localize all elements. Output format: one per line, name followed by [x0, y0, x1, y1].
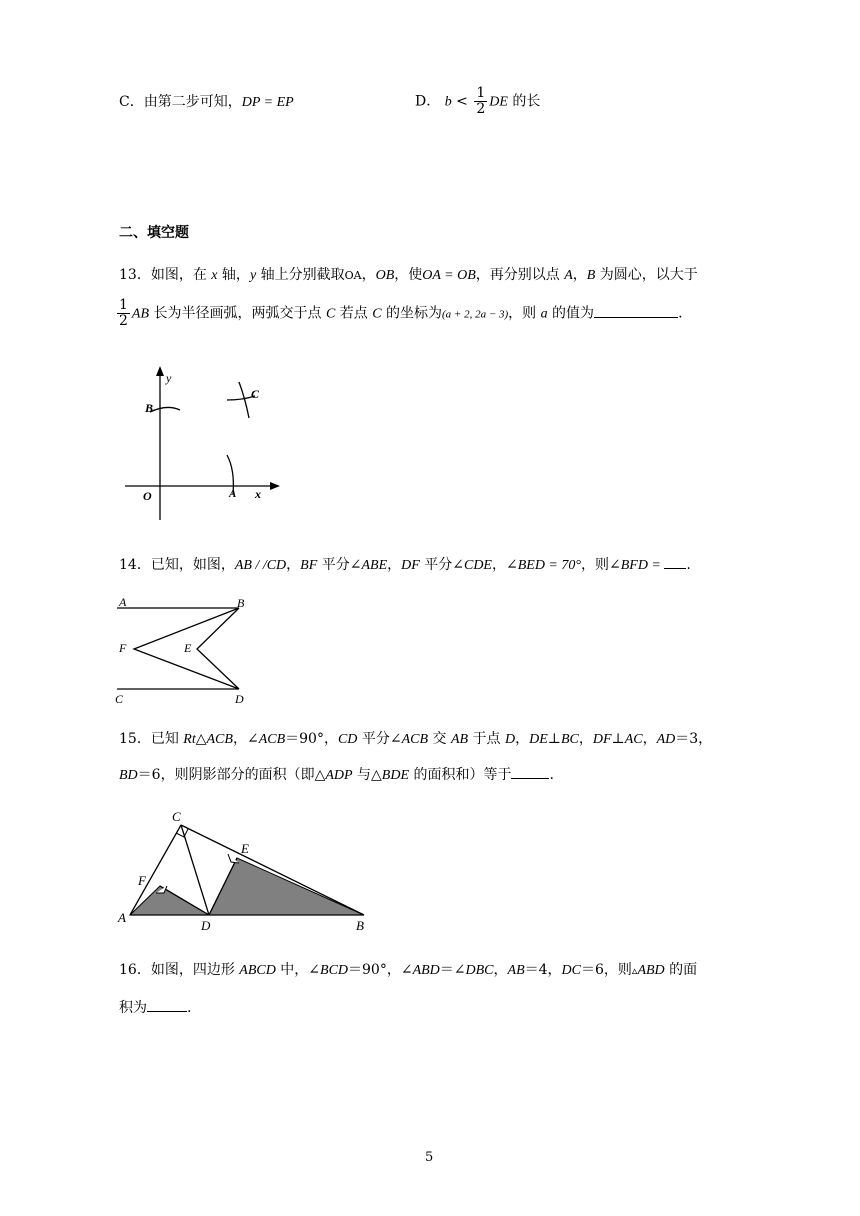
fig14-label-f: F: [119, 641, 127, 655]
fig14-label-e: E: [184, 641, 192, 655]
page-number: 5: [425, 1150, 434, 1165]
q13-line2: $\frac{1}{2}$ AB 长为半径画弧，两弧交于点 C 若点 C 的坐标为(a + 2, 2a − 3)，则 a 的值为 .: [119, 297, 683, 329]
q13-line1: 13．如图，在 x 轴，y 轴上分别截取OA，OB，使OA = OB，再分别以点 A，B 为圆心，以大于: [119, 267, 698, 283]
q14-figure: [112, 592, 262, 707]
fig15-label-e: E: [241, 841, 249, 856]
q15-figure: [112, 804, 374, 934]
fig15-label-a: A: [118, 910, 126, 925]
q14-line: 14．已知，如图，AB / /CD，BF 平分∠ABE，DF 平分∠CDE，∠BED = 70°，则∠BFD = .: [119, 554, 691, 576]
fig15-label-d: D: [201, 918, 211, 933]
fig15-label-f: F: [138, 873, 146, 888]
section-title: 二、填空题: [119, 225, 189, 241]
option-d: D． b < $\frac{1}{2}$ DE 的长: [415, 85, 541, 117]
fig14-label-d: D: [235, 692, 244, 706]
option-c: C．由第二步可知，DP = EP: [119, 94, 294, 110]
q16-line1: 16．如图，四边形 ABCD 中，∠BCD＝90°，∠ABD＝∠DBC，AB＝4，DC＝6，则▵ABD 的面: [119, 962, 698, 978]
q13-figure: [115, 360, 285, 525]
fig14-label-a: A: [119, 595, 127, 609]
fig13-label-x: x: [255, 487, 261, 501]
q15-line1: 15．已知 Rt△ACB，∠ACB＝90°，CD 平分∠ACB 交 AB 于点 D，DE⊥BC，DF⊥AC，AD＝3，: [119, 731, 713, 747]
answer-blank[interactable]: [511, 764, 549, 779]
fig14-label-c: C: [115, 692, 124, 706]
fig13-label-o: O: [143, 489, 152, 503]
answer-blank[interactable]: [664, 554, 686, 569]
fig13-label-a: A: [229, 488, 237, 500]
fig13-label-b: B: [145, 401, 154, 415]
fig13-label-y: y: [166, 371, 172, 385]
fraction-half: $\frac{1}{2}$: [476, 85, 486, 117]
fraction-half: $\frac{1}{2}$: [119, 297, 128, 329]
fig13-label-c: C: [251, 387, 260, 401]
fig15-label-c: C: [172, 809, 181, 824]
q16-line2: 积为 .: [119, 997, 191, 1018]
answer-blank[interactable]: [594, 303, 678, 318]
q15-line2: BD＝6，则阴影部分的面积（即△ADP 与△BDE 的面积和）等于 .: [119, 764, 554, 786]
answer-blank[interactable]: [147, 997, 187, 1012]
fig15-label-b: B: [356, 918, 364, 933]
fig14-label-b: B: [237, 596, 245, 610]
